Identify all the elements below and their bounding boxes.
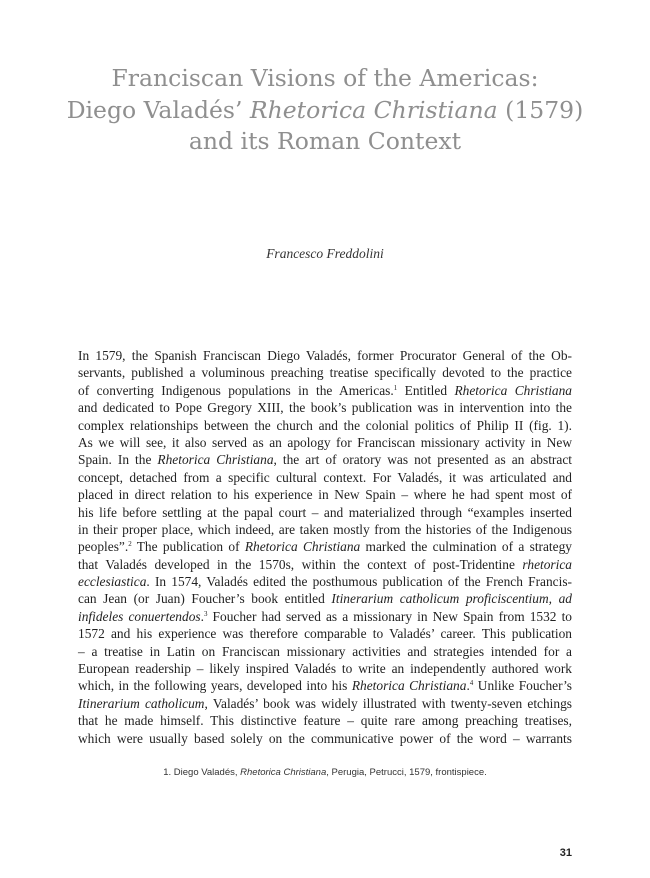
title-line-2 <box>40 95 610 127</box>
text-run: , the art of oratory was not presented as an abstract <box>273 452 572 468</box>
body-line <box>78 417 572 434</box>
body-line <box>78 643 572 660</box>
body-text <box>78 347 572 747</box>
title-line-2-end: (1579) <box>497 95 584 124</box>
text-run: . <box>200 608 204 624</box>
text-run: which were usually based solely on the communicative power of the word – warrants <box>78 730 572 746</box>
body-line <box>78 538 572 555</box>
body-line <box>78 451 572 468</box>
caption-end: , Perugia, Petrucci, 1579, frontispiece. <box>326 767 487 778</box>
body-line <box>78 504 572 521</box>
italic-text: Rhetorica Christiana <box>454 382 573 398</box>
body-line <box>78 730 572 747</box>
body-line <box>78 521 572 538</box>
author-name: Francesco Freddolini <box>266 246 384 261</box>
italic-text: rhetorica <box>522 556 572 572</box>
text-run: can Jean (or Juan) Foucher’s book entitled <box>78 591 332 607</box>
text-run: in their proper place, which indeed, are taken mostly from the histories of the Indigenous <box>78 521 572 537</box>
body-line <box>78 486 572 503</box>
text-run: concept, detached from a specific cultural context. For Valadés, it was articulated and <box>78 469 572 485</box>
text-run: Foucher had served as a missionary in New Spain from 1532 to <box>207 608 572 624</box>
text-run: marked the culmination of a strategy <box>360 539 572 555</box>
page-number: 31 <box>559 847 572 859</box>
footnote-ref: 2 <box>128 540 132 549</box>
footnote-ref: 3 <box>203 609 208 618</box>
text-run: 1572 and his experience was therefore comparable to Valadés’ career. This publication <box>78 626 572 642</box>
text-run: . <box>466 678 470 694</box>
text-run: peoples”. <box>78 539 129 555</box>
italic-text: Itinerarium catholicum proficiscentium, ad <box>331 591 572 607</box>
text-run: and dedicated to Pope Gregory XIII, the book’s publication was in intervention into the <box>78 400 572 416</box>
text-run: complex relationships between the church and the colonial politics of Philip II (fig. 1). <box>78 417 572 433</box>
text-run: . In 1574, Valadés edited the posthumous publication of the French Francis- <box>146 574 572 590</box>
article-title <box>40 63 610 158</box>
body-line <box>78 382 572 399</box>
title-line-3: and its Roman Context <box>188 127 462 155</box>
text-run: Unlike Foucher’s <box>473 678 573 694</box>
text-run: that Valadés developed in the 1570s, within the context of post-Tridentine <box>78 556 523 572</box>
body-line <box>78 625 572 642</box>
body-line <box>78 556 572 573</box>
title-line-1: Franciscan Visions of the Americas: <box>111 64 539 92</box>
body-line <box>78 364 572 381</box>
text-run: of converting Indigenous populations in the Americas. <box>78 382 394 398</box>
title-line-2-start: Diego Valadés’ <box>66 95 250 124</box>
figure-caption <box>0 767 650 778</box>
italic-text: Rhetorica Christiana <box>157 452 274 468</box>
text-run: his life before settling at the papal court – and materialized through “examples inserted <box>78 504 572 520</box>
body-line <box>78 695 572 712</box>
body-line <box>78 660 572 677</box>
body-line <box>78 434 572 451</box>
body-line <box>78 469 572 486</box>
italic-text: Rhetorica Christiana <box>351 678 467 694</box>
text-run: which, in the following years, developed into his <box>78 678 352 694</box>
text-run: Entitled <box>397 382 455 398</box>
caption-book-name: Rhetorica Christiana <box>240 767 327 778</box>
body-line <box>78 347 572 364</box>
italic-text: infideles conuertendos <box>78 608 201 624</box>
italic-text: Rhetorica Christiana <box>244 539 361 555</box>
italic-text: Itinerarium catholicum <box>78 695 205 711</box>
text-run: Spain. In the <box>78 452 158 468</box>
text-run: As we will see, it also served as an apology for Franciscan missionary activity in New <box>78 434 572 450</box>
text-run: servants, published a voluminous preaching treatise specifically devoted to the practice <box>78 365 572 381</box>
text-run: that he made himself. This distinctive feature – quite rare among preaching treatises, <box>78 713 572 729</box>
text-run: European readership – likely inspired Valadés to write an independently authored work <box>78 661 572 677</box>
italic-text: ecclesiastica <box>78 574 147 590</box>
body-line <box>78 712 572 729</box>
text-run: , Valadés’ book was widely illustrated with twenty-seven etchings <box>204 695 572 711</box>
text-run: – a treatise in Latin on Franciscan missionary activities and strategies intended for a <box>78 643 572 659</box>
footnote-ref: 1 <box>393 383 398 392</box>
text-run: placed in direct relation to his experience in New Spain – where he had spent most of <box>78 487 572 503</box>
body-line <box>78 573 572 590</box>
body-line <box>78 677 572 694</box>
footnote-ref: 4 <box>469 679 474 688</box>
caption-start: 1. Diego Valadés, <box>163 767 241 778</box>
body-line <box>78 608 572 625</box>
text-run: In 1579, the Spanish Franciscan Diego Valadés, former Procurator General of the Ob- <box>78 348 572 363</box>
text-run: The publication of <box>131 539 245 555</box>
title-book-name: Rhetorica Christiana <box>249 95 498 124</box>
body-line <box>78 590 572 607</box>
body-line <box>78 399 572 416</box>
